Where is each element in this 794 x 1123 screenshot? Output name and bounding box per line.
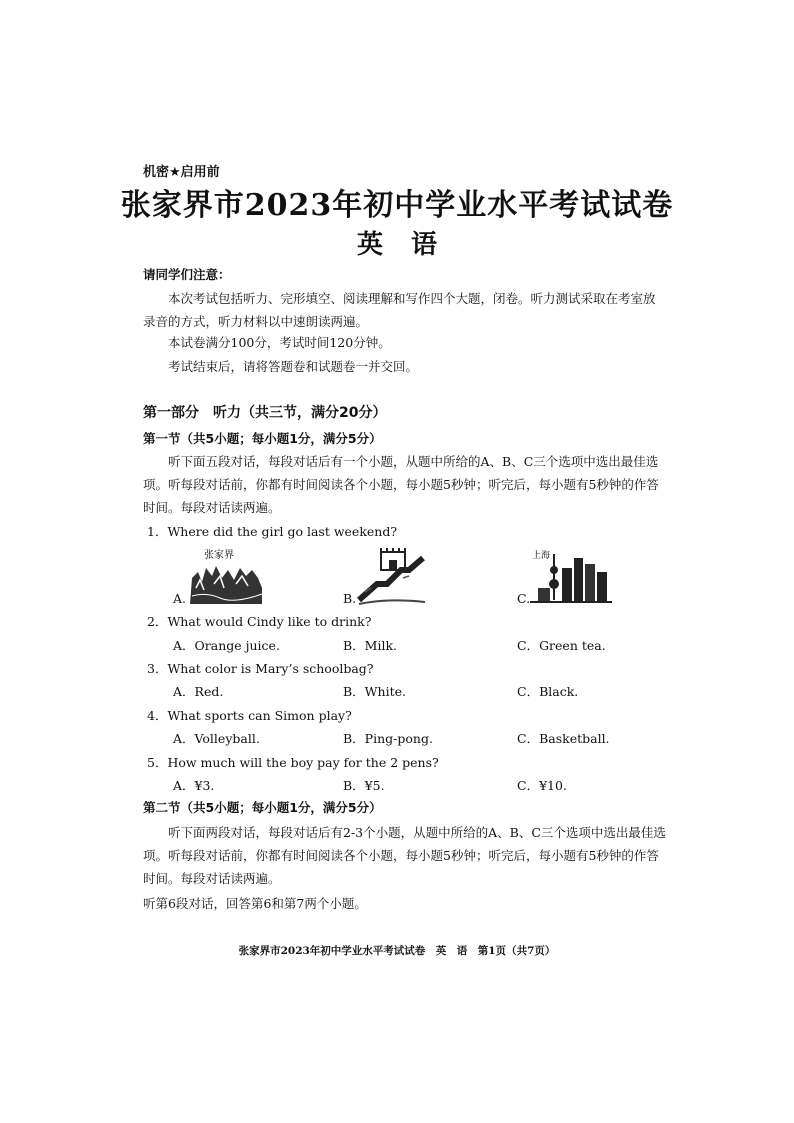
q3-option-c[interactable]: C．Black. (517, 684, 579, 699)
q1-option-a[interactable]: A. (173, 591, 187, 606)
q4-option-b[interactable]: B．Ping-pong. (343, 731, 433, 746)
q5-option-b[interactable]: B．¥5. (343, 778, 385, 793)
question-3: 3．What color is Mary’s schoolbag? (147, 661, 374, 676)
section2-instructions: 听下面两段对话，每段对话后有2-3个小题，从题中所给的A、B、C三个选项中选出最佳选项。听每段对话前，你都有时间阅读各个小题，每小题5秒钟；听完后，每小题有5秒钟的作答时间。每段对话读两遍。 (143, 825, 666, 886)
shanghai-label: 上海 (532, 551, 551, 561)
question-4: 4．What sports can Simon play? (147, 708, 352, 723)
exam-title: 张家界市2023年初中学业水平考试试卷 (120, 188, 674, 223)
notice-heading: 请同学们注意： (143, 267, 231, 282)
q2-option-a[interactable]: A．Orange juice. (173, 638, 280, 653)
page-footer: 张家界市2023年初中学业水平考试试卷 英 语 第1页（共7页） (238, 945, 556, 957)
question-2: 2．What would Cindy like to drink? (147, 614, 372, 629)
subject-title: 英语 (356, 230, 465, 260)
question-5: 5．How much will the boy pay for the 2 pens? (147, 755, 439, 770)
q3-option-b[interactable]: B．White. (343, 684, 406, 699)
q5-option-a[interactable]: A．¥3. (173, 778, 215, 793)
q4-option-a[interactable]: A．Volleyball. (173, 731, 260, 746)
q1-option-c[interactable]: C. (517, 591, 531, 606)
q2-option-b[interactable]: B．Milk. (343, 638, 398, 653)
zhangjiajie-mountains-picture (186, 548, 266, 606)
dialogue-6-note: 听第6段对话，回答第6和第7两个小题。 (143, 896, 367, 911)
q1-option-b[interactable]: B. (343, 591, 357, 606)
confidential-label: 机密★启用前 (143, 165, 220, 180)
great-wall-picture (357, 548, 427, 606)
zhangjiajie-label: 张家界 (204, 550, 234, 561)
section1-instructions: 听下面五段对话，每段对话后有一个小题，从题中所给的A、B、C三个选项中选出最佳选项。听每段对话前，你都有时间阅读各个小题，每小题5秒钟；听完后，每小题有5秒钟的作答时间。每段对话读两遍。 (143, 454, 659, 515)
notice-paragraph-1: 本次考试包括听力、完形填空、阅读理解和写作四个大题，闭卷。听力测试采取在考室放录音的方式，听力材料以中速朗读两遍。 (143, 291, 656, 329)
q2-option-c[interactable]: C．Green tea. (517, 638, 606, 653)
part1-heading: 第一部分 听力（共三节，满分20分） (143, 405, 387, 421)
q4-option-c[interactable]: C．Basketball. (517, 731, 610, 746)
section1-heading: 第一节（共5小题；每小题1分，满分5分） (143, 431, 382, 446)
notice-paragraph-2: 本试卷满分100分，考试时间120分钟。 (168, 335, 391, 350)
section2-heading: 第二节（共5小题；每小题1分，满分5分） (143, 800, 382, 815)
shanghai-skyline-picture (530, 548, 612, 606)
q5-option-c[interactable]: C．¥10. (517, 778, 567, 793)
notice-paragraph-3: 考试结束后，请将答题卷和试题卷一并交回。 (168, 359, 419, 374)
q3-option-a[interactable]: A．Red. (173, 684, 224, 699)
question-1: 1．Where did the girl go last weekend? (147, 524, 398, 539)
